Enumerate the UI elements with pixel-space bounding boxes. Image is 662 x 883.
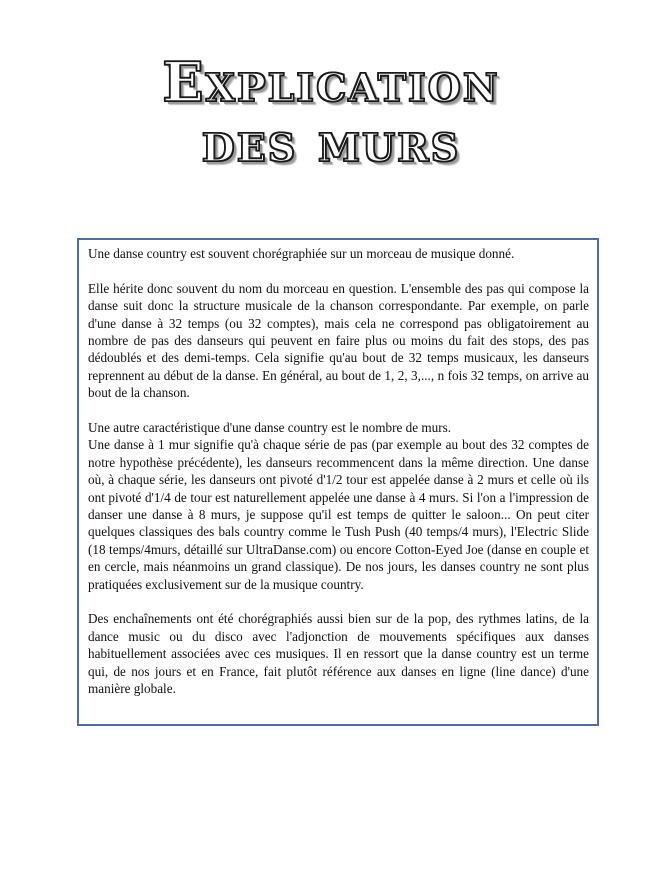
title-line-2: des murs <box>201 110 461 174</box>
paragraph-structure: Elle hérite donc souvent du nom du morceau en question. L'ensemble des pas qui compose la danse suit donc la structure musicale de la chanson correspondante. Par exemple, on parle d'une danse à 32 temps (ou 32 comptes), mais cela ne correspond pas obligatoirement au nombre de pas des danseurs qui peuvent en faire plus ou moins du fait des stops, des pas dédoublés et des demi-temps. Cela signifie qu'au bout de 32 temps musicaux, les danseurs reprennent au début de la danse. En général, au bout de 1, 2, 3,..., n fois 32 temps, on arrive au bout de la chanson. <box>88 280 589 401</box>
page-title <box>0 52 662 172</box>
title-line-1: Explication <box>162 50 500 114</box>
paragraph-intro: Une danse country est souvent chorégraphiée sur un morceau de musique donné. <box>88 246 515 261</box>
text-box <box>77 238 599 726</box>
paragraph-music: Des enchaînements ont été chorégraphiés aussi bien sur de la pop, des rythmes latins, de la dance music ou du disco avec l'adjonction de mouvements spécifiques aux danses habituellement associées avec ces musiques. Il en ressort que la danse country est un terme qui, de nos jours et en France, fait plutôt référence aux danses en ligne (line dance) d'une manière globale. <box>88 611 589 697</box>
paragraph-walls: Une autre caractéristique d'une danse country est le nombre de murs. Une danse à 1 mur signifie qu'à chaque série de pas (par exemple au bout des 32 comptes de notre hypothèse précédente), les danseurs recommencent dans la même direction. Une danse où, à chaque série, les danseurs ont pivoté d'1/2 tour est appelée danse à 2 murs et celle où ils ont pivoté d'1/4 de tour est naturellement appelée une danse à 4 murs. Si l'on a l'impression de danser une danse à 8 murs, je suppose qu'il est temps de quitter le saloon... On peut citer quelques classiques des bals country comme le Tush Push (40 temps/4 murs), l'Electric Slide (18 temps/4murs, détaillé sur UltraDanse.com) ou encore Cotton-Eyed Joe (danse en couple et en cercle, mais néanmoins un grand classique). De nos jours, les danses country ne sont plus pratiquées exclusivement sur de la musique country. <box>88 420 589 592</box>
